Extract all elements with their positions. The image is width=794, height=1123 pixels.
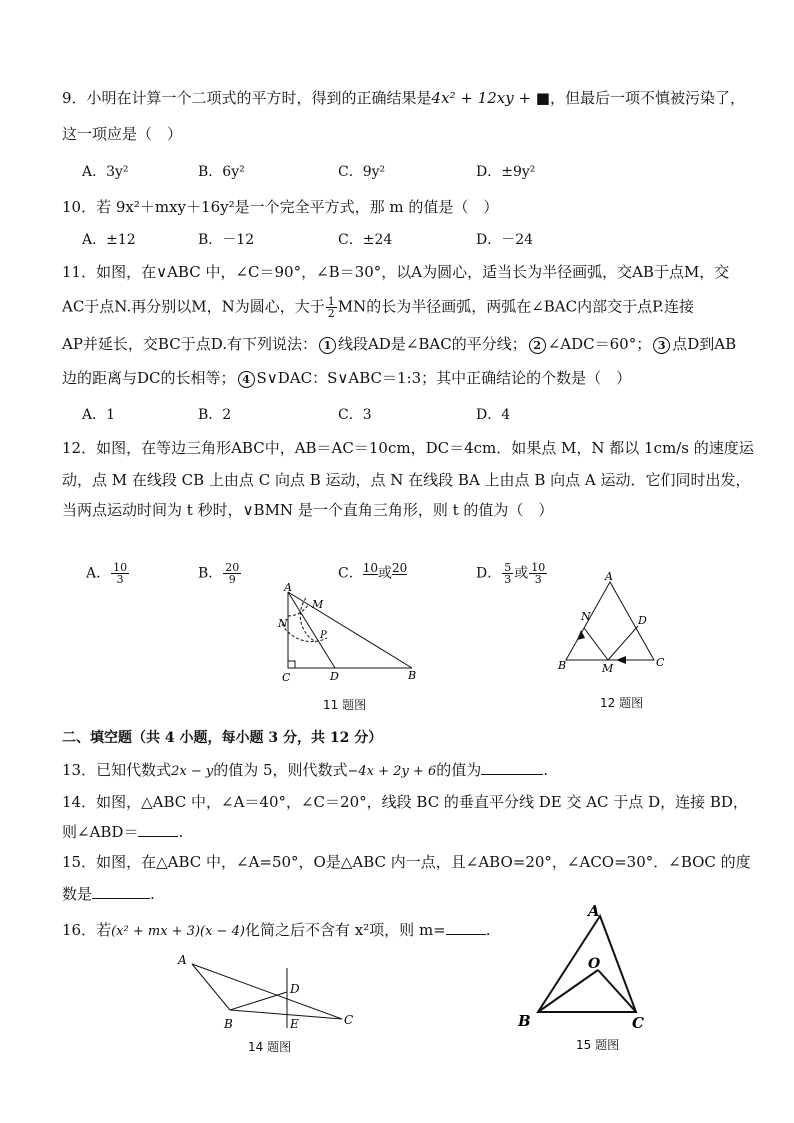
label-d: D [290, 982, 300, 996]
fraction-numerator: 1 [327, 295, 335, 308]
label-a: A [605, 570, 613, 583]
q16-period: . [485, 921, 491, 939]
q11-half-fraction [326, 296, 337, 319]
fraction [223, 562, 241, 585]
q14-line2 [62, 822, 183, 842]
option-label: D． [476, 565, 502, 582]
label-b: B [408, 669, 417, 682]
q9-stem-tail: ，但最后一项不慎被污染了， [549, 89, 745, 107]
q15-line1: 15．如图，在△ABC 中，∠A=50°，O是△ABC 内一点，且∠ABO=20°，∠ACO=30°．∠BOC 的度 [62, 853, 751, 871]
right-angle-mark [288, 661, 295, 668]
q11-option-b: B．2 [198, 407, 232, 423]
q10-option-d: D．－24 [476, 232, 534, 248]
option-label: C． [338, 565, 363, 582]
q9-option-d: D．±9y² [476, 164, 536, 180]
q11-line4 [62, 368, 631, 388]
or-word: 或 [378, 565, 392, 582]
q11-line3-pre: AP并延长，交BC于点D.有下列说法： [62, 335, 317, 353]
q14-period: . [178, 823, 184, 841]
label-a: A [284, 581, 292, 594]
fraction-numerator: 10 [113, 561, 128, 574]
segment-bo [538, 970, 598, 1012]
fraction [529, 562, 547, 585]
option-c-value-2: 20 [392, 561, 408, 575]
label-c: C [656, 656, 665, 669]
q14-stem: 则∠ABD＝ [62, 823, 139, 841]
fraction-denominator: 3 [116, 573, 124, 586]
fraction-numerator: 10 [531, 561, 546, 574]
section-2-title: 二、填空题（共 4 小题，每小题 3 分，共 12 分） [62, 730, 383, 746]
fraction [502, 562, 513, 585]
q12-line1: 12．如图，在等边三角形ABC中，AB＝AC＝10cm，DC＝4cm．如果点 M，N 都以 1cm/s 的速度运 [62, 439, 754, 457]
q13-answer-blank[interactable] [481, 760, 543, 775]
q12-option-d [476, 562, 548, 585]
q14-answer-blank[interactable] [138, 822, 178, 837]
segment-ab [288, 592, 412, 668]
figure-15 [508, 900, 658, 1035]
q10-stem: 10．若 9x²＋mxy＋16y²是一个完全平方式，那 m 的值是（ ） [62, 198, 499, 216]
label-d: D [638, 614, 647, 627]
q9-line2: 这一项应是（ ） [62, 125, 183, 143]
fraction-numerator: 20 [225, 561, 240, 574]
arrow-b-to-a [577, 630, 585, 640]
q11-statement-4: S∨DAC：S∨ABC＝1:3；其中正确结论的个数是（ ） [256, 369, 632, 387]
q9-option-a: A．3y² [82, 164, 129, 180]
segment-oc [598, 970, 636, 1012]
q12-line2: 动，点 M 在线段 CB 上由点 C 向点 B 运动，点 N 在线段 BA 上由点 B 向点 A 运动．它们同时出发， [62, 471, 751, 489]
label-b: B [558, 659, 567, 672]
q11-option-d: D．4 [476, 407, 511, 423]
figure-14 [172, 948, 372, 1038]
label-m: M [602, 662, 614, 675]
q9-stem: 9．小明在计算一个二项式的平方时，得到的正确结果是 [62, 89, 432, 107]
label-p: P [320, 630, 327, 641]
q15-line2 [62, 884, 155, 904]
q16-line [62, 920, 491, 942]
segment-nm [584, 628, 608, 660]
q12-line3: 当两点运动时间为 t 秒时，∨BMN 是一个直角三角形，则 t 的值为（ ） [62, 501, 554, 519]
option-label: B． [198, 565, 223, 582]
q13-stem-post: 的值为 [436, 761, 482, 779]
q15-stem: 数是 [62, 885, 93, 903]
fraction-denominator: 2 [327, 307, 335, 320]
q11-line4-pre: 边的距离与DC的长相等； [62, 369, 236, 387]
q11-statement-2: ∠ADC＝60°； [547, 335, 652, 353]
q15-answer-blank[interactable] [92, 884, 150, 899]
circled-number-1: 1 [319, 337, 336, 354]
arrow-c-to-b [616, 656, 626, 664]
label-b: B [518, 1012, 531, 1030]
fraction [111, 562, 129, 585]
q11-statement-1: 线段AD是∠BAC的平分线； [337, 335, 527, 353]
q12-option-a [86, 562, 130, 585]
q11-statement-3: 点D到AB [672, 335, 737, 353]
figure-11 [270, 580, 430, 690]
label-e: E [290, 1017, 299, 1031]
figure-11-caption: 11 题图 [323, 698, 367, 712]
option-c-value-1: 10 [362, 561, 378, 575]
q11-option-c: C．3 [338, 407, 372, 423]
q13-stem-mid: 的值为 5，则代数式 [213, 761, 348, 779]
q15-period: . [150, 885, 155, 903]
label-c: C [632, 1014, 644, 1032]
q10-option-a: A．±12 [82, 232, 136, 248]
circled-number-4: 4 [238, 371, 255, 388]
fraction-denominator: 9 [228, 573, 236, 586]
q9-expression: 4x² + 12xy + ■ [431, 89, 550, 107]
q10-option-b: B．－12 [198, 232, 255, 248]
label-m: M [312, 598, 324, 611]
triangle-abc [538, 916, 636, 1012]
arc-mn [288, 605, 308, 616]
figure-12 [550, 568, 680, 678]
q16-stem-mid: 化简之后不含有 x²项，则 m= [244, 921, 446, 939]
q16-stem: 16．若 [62, 921, 112, 939]
circled-number-2: 2 [529, 337, 546, 354]
q11-line2-pre: AC于点N.再分别以M，N为圆心，大于 [62, 297, 325, 316]
segment-md [608, 626, 638, 660]
figure-14-caption: 14 题图 [248, 1040, 292, 1054]
q13-expression-2: −4x + 2y + 6 [347, 764, 437, 779]
q13-line [62, 760, 548, 782]
q13-expression-1: 2x − y [171, 764, 214, 779]
label-c: C [282, 671, 291, 684]
label-a: A [588, 902, 600, 920]
q11-line1: 11．如图，在∨ABC 中，∠C＝90°，∠B＝30°，以A为圆心，适当长为半径画弧，交AB于点M，交 [62, 263, 730, 281]
q13-stem: 13．已知代数式 [62, 761, 172, 779]
q11-option-a: A．1 [82, 407, 116, 423]
q9-line1 [62, 88, 745, 108]
label-b: B [224, 1017, 233, 1031]
option-label: A． [86, 565, 111, 582]
q14-line1: 14．如图，△ABC 中，∠A＝40°，∠C＝20°，线段 BC 的垂直平分线 DE 交 AC 于点 D，连接 BD， [62, 793, 748, 811]
segment-bc [230, 1010, 342, 1019]
label-a: A [178, 953, 187, 967]
figure-15-caption: 15 题图 [576, 1038, 620, 1052]
q12-option-b [198, 562, 242, 585]
fraction-denominator: 3 [504, 573, 512, 586]
q9-option-b: B．6y² [198, 164, 245, 180]
q11-line3 [62, 334, 736, 354]
label-d: D [330, 670, 339, 683]
q10-option-c: C．±24 [338, 232, 393, 248]
figure-12-caption: 12 题图 [600, 696, 644, 710]
segment-bd [230, 992, 287, 1010]
q11-line2-post: MN的长为半径画弧，两弧在∠BAC内部交于点P.连接 [337, 297, 694, 316]
q16-answer-blank[interactable] [446, 920, 486, 935]
q9-option-c: C．9y² [338, 164, 386, 180]
label-n: N [581, 610, 591, 623]
q13-period: . [543, 761, 549, 779]
q16-expression: (x² + mx + 3)(x − 4) [111, 924, 245, 939]
label-c: C [344, 1013, 354, 1027]
q11-line2 [62, 296, 694, 319]
fraction-denominator: 3 [534, 573, 542, 586]
circled-number-3: 3 [653, 337, 670, 354]
or-word: 或 [514, 565, 529, 582]
label-o: O [588, 956, 601, 972]
label-n: N [278, 617, 288, 630]
fraction-numerator: 5 [504, 561, 512, 574]
